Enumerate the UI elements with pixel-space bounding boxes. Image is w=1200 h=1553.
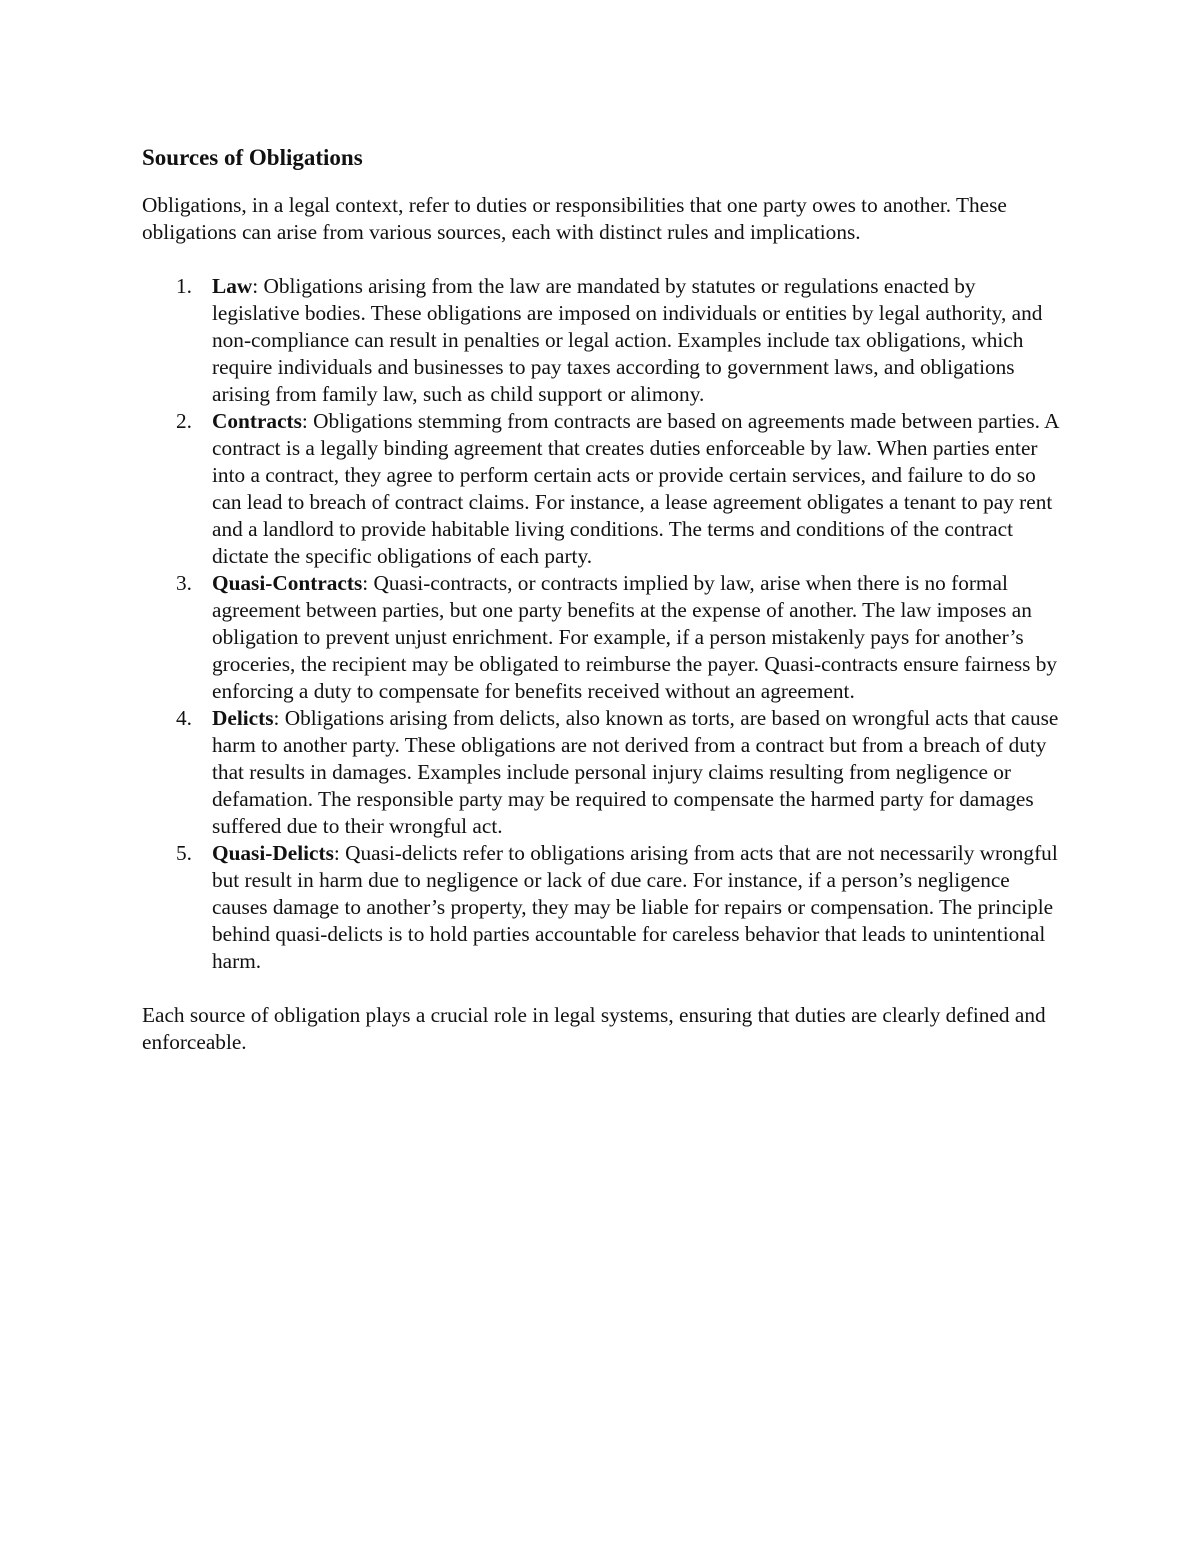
document-title: Sources of Obligations bbox=[142, 145, 363, 170]
source-description: : Obligations arising from delicts, also known as torts, are based on wrongful acts that cause harm to another party. These obligations are not derived from a contract but from a breach of duty that results in damages. Examples include personal injury claims resulting from negligence or defamation. The responsible party may be required to compensate the harmed party for damages suffered due to their wrongful act. bbox=[212, 706, 1059, 838]
source-item-quasi-contracts bbox=[142, 570, 1062, 705]
source-number: 1. bbox=[176, 274, 192, 298]
source-number: 3. bbox=[176, 571, 192, 595]
source-item-law bbox=[142, 273, 1062, 408]
intro-paragraph: Obligations, in a legal context, refer to duties or responsibilities that one party owes to another. These obligations can arise from various sources, each with distinct rules and implications. bbox=[142, 193, 1007, 244]
source-item-contracts bbox=[142, 408, 1062, 570]
source-description: : Quasi-delicts refer to obligations arising from acts that are not necessarily wrongful but result in harm due to negligence or lack of due care. For instance, if a person’s negligence causes damage to another’s property, they may be liable for repairs or compensation. The principle behind quasi-delicts is to hold parties accountable for careless behavior that leads to unintentional harm. bbox=[212, 841, 1058, 973]
source-description: : Quasi-contracts, or contracts implied by law, arise when there is no formal agreement between parties, but one party benefits at the expense of another. The law imposes an obligation to prevent unjust enrichment. For example, if a person mistakenly pays for another’s groceries, the recipient may be obligated to reimburse the payer. Quasi-contracts ensure fairness by enforcing a duty to compensate for benefits received without an agreement. bbox=[212, 571, 1058, 703]
source-term: Quasi-Contracts bbox=[212, 571, 363, 595]
source-item-quasi-delicts bbox=[142, 840, 1062, 975]
source-term: Contracts bbox=[212, 409, 302, 433]
source-term: Law bbox=[212, 274, 253, 298]
sources-list bbox=[142, 273, 1062, 975]
source-term: Delicts bbox=[212, 706, 274, 730]
source-number: 4. bbox=[176, 706, 192, 730]
closing-paragraph: Each source of obligation plays a crucial role in legal systems, ensuring that duties are clearly defined and enforceable. bbox=[142, 1003, 1046, 1054]
source-number: 5. bbox=[176, 841, 192, 865]
source-description: : Obligations arising from the law are mandated by statutes or regulations enacted by legislative bodies. These obligations are imposed on individuals or entities by legal authority, and non-compliance can result in penalties or legal action. Examples include tax obligations, which require individuals and businesses to pay taxes according to government laws, and obligations arising from family law, such as child support or alimony. bbox=[212, 274, 1043, 406]
source-description: : Obligations stemming from contracts are based on agreements made between parties. A contract is a legally binding agreement that creates duties enforceable by law. When parties enter into a contract, they agree to perform certain acts or provide certain services, and failure to do so can lead to breach of contract claims. For instance, a lease agreement obligates a tenant to pay rent and a landlord to provide habitable living conditions. The terms and conditions of the contract dictate the specific obligations of each party. bbox=[212, 409, 1059, 568]
document-page bbox=[142, 140, 1062, 1056]
source-number: 2. bbox=[176, 409, 192, 433]
source-item-delicts bbox=[142, 705, 1062, 840]
source-term: Quasi-Delicts bbox=[212, 841, 334, 865]
